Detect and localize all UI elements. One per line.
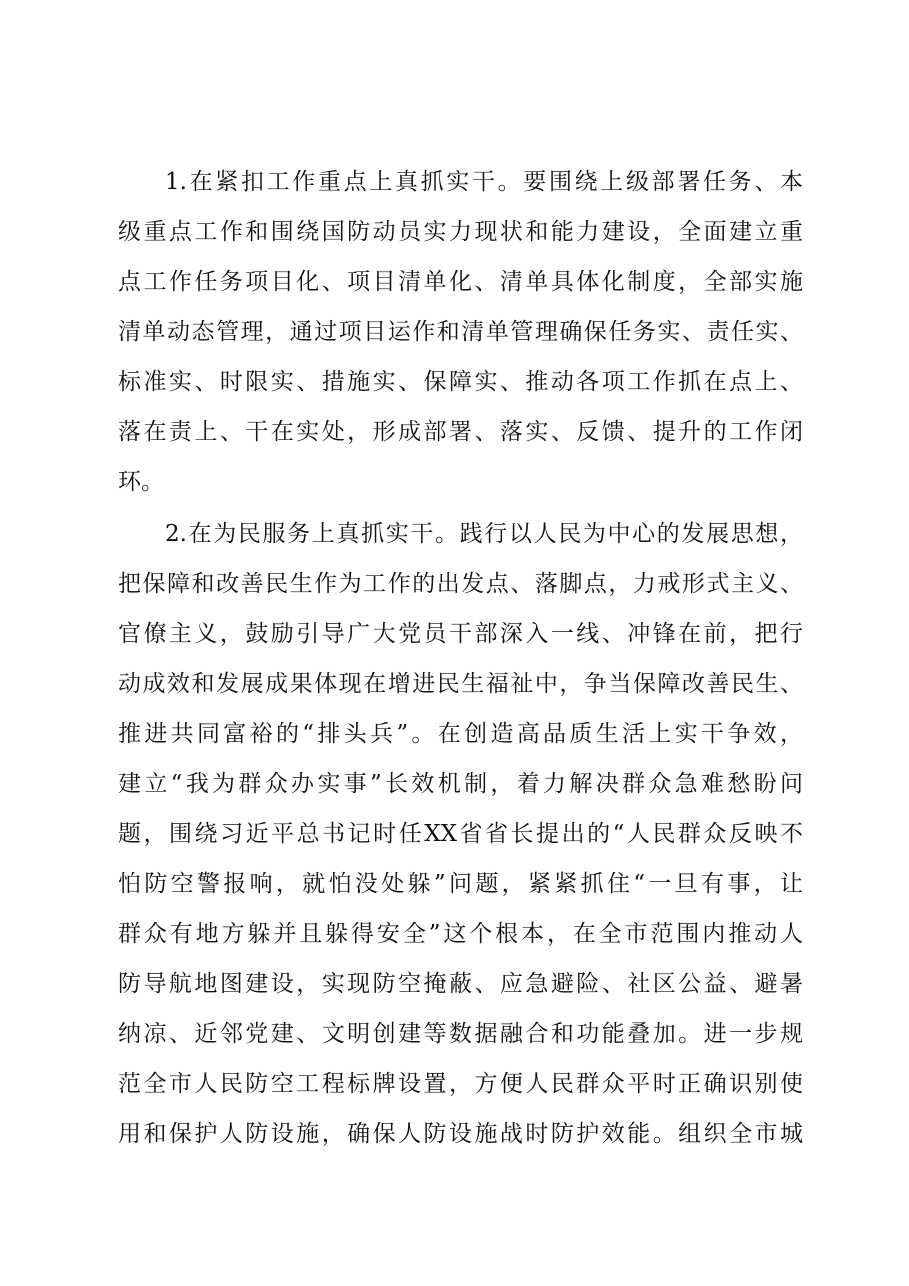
text-line: 清单动态管理，通过项目运作和清单管理确保任务实、责任实、 [118,319,803,345]
text-line: 建立“我为群众办实事”长效机制，着力解决群众急难愁盼问 [118,771,803,797]
text-line: 级重点工作和围绕国防动员实力现状和能力建设，全面建立重 [118,219,803,245]
text-line: 群众有地方躲并且躲得安全”这个根本，在全市范围内推动人 [118,921,803,947]
text-line: 官僚主义，鼓励引导广大党员干部深入一线、冲锋在前，把行 [118,621,803,647]
text-line: 2.在为民服务上真抓实干。践行以人民为中心的发展思想， [165,521,803,547]
text-line: 范全市人民防空工程标牌设置，方便人民群众平时正确识别使 [118,1071,803,1097]
text-line: 推进共同富裕的“排头兵”。在创造高品质生活上实干争效， [118,721,803,747]
text-line: 怕防空警报响，就怕没处躲”问题，紧紧抓住“一旦有事，让 [118,871,803,897]
text-line: 点工作任务项目化、项目清单化、清单具体化制度，全部实施 [118,269,803,295]
text-line: 防导航地图建设，实现防空掩蔽、应急避险、社区公益、避暑 [118,971,803,997]
text-line: 题，围绕习近平总书记时任XX省省长提出的“人民群众反映不 [118,821,803,847]
text-line: 落在责上、干在实处，形成部署、落实、反馈、提升的工作闭 [118,419,803,445]
text-line: 环。 [118,469,164,495]
text-line: 1.在紧扣工作重点上真抓实干。要围绕上级部署任务、本 [165,169,803,195]
text-line: 用和保护人防设施，确保人防设施战时防护效能。组织全市城 [118,1121,803,1147]
text-line: 标准实、时限实、措施实、保障实、推动各项工作抓在点上、 [118,369,803,395]
text-line: 纳凉、近邻党建、文明创建等数据融合和功能叠加。进一步规 [118,1021,803,1047]
text-line: 把保障和改善民生作为工作的出发点、落脚点，力戒形式主义、 [118,571,803,597]
text-line: 动成效和发展成果体现在增进民生福祉中，争当保障改善民生、 [118,671,803,697]
